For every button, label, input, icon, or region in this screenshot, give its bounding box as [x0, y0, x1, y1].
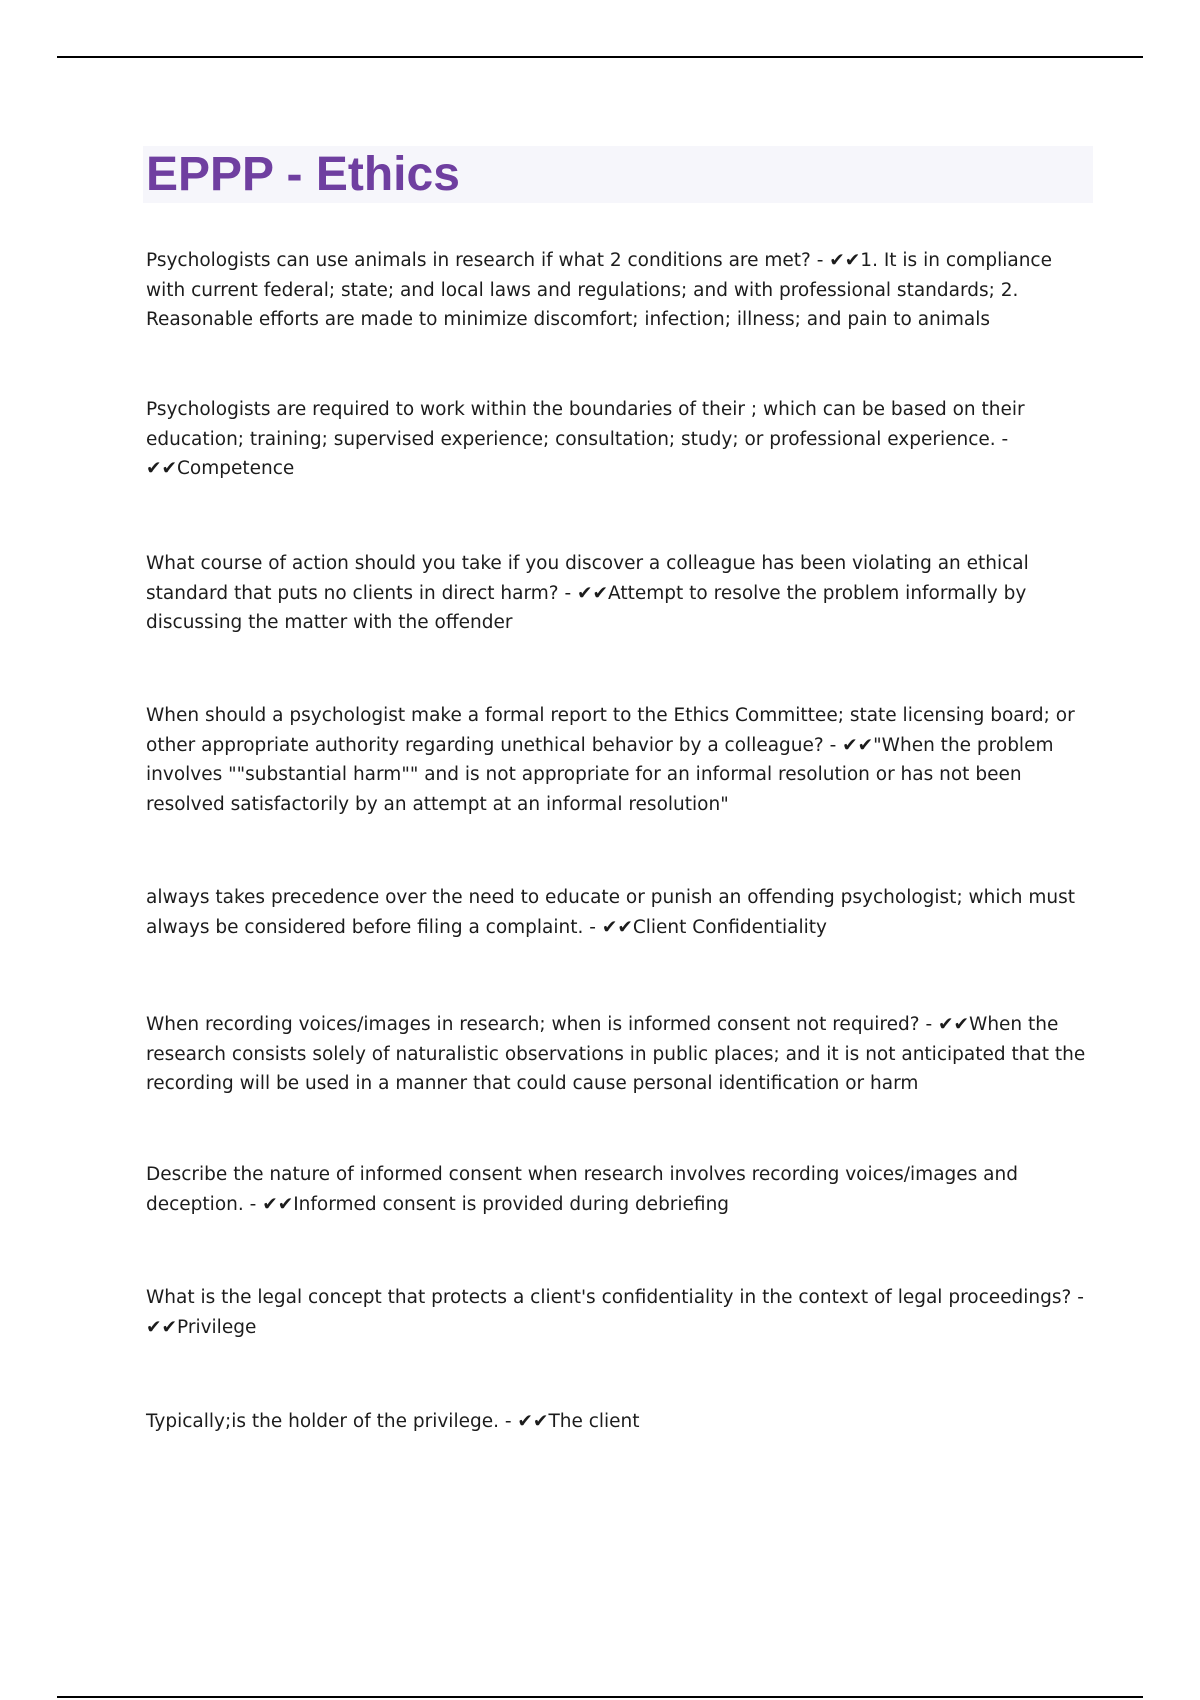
separator: - — [498, 1411, 518, 1432]
answer-text: The client — [548, 1411, 640, 1432]
separator: - — [995, 428, 1009, 450]
separator: - — [243, 1193, 263, 1215]
answer-text: Attempt to resolve the problem informally by discussing the matter with the offender — [146, 582, 1027, 633]
double-check-icon: ✔✔ — [146, 458, 178, 479]
separator: - — [583, 916, 602, 938]
double-check-icon: ✔✔ — [262, 1193, 294, 1215]
question-text: When should a psychologist make a formal report to the Ethics Committee; state licensing board; or other appropriate authority regarding unethical behavior by a colleague? — [146, 705, 1075, 756]
double-check-icon: ✔✔ — [601, 916, 633, 938]
qa-item-9 — [146, 1407, 1086, 1437]
question-text: Psychologists are required to work within the boundaries of their ; which can be based on their education; training; supervised experience; consultation; study; or professional experience. — [146, 399, 1025, 450]
qa-item-5 — [146, 883, 1086, 942]
question-text: When recording voices/images in research; when is informed consent not required? — [146, 1014, 920, 1035]
double-check-icon: ✔✔ — [829, 250, 861, 271]
double-check-icon: ✔✔ — [146, 1316, 178, 1338]
qa-item-2 — [146, 395, 1086, 484]
separator: - — [558, 582, 578, 604]
qa-item-8 — [146, 1283, 1086, 1342]
question-text: What is the legal concept that protects a client's confidentiality in the context of legal proceedings? — [146, 1287, 1072, 1308]
qa-item-6 — [146, 1010, 1086, 1099]
answer-text: "When the problem involves ""substantial harm"" and is not appropriate for an informal resolution or has not been resolved satisfactorily by an attempt at an informal resolution" — [146, 734, 1054, 815]
double-check-icon: ✔✔ — [517, 1411, 549, 1432]
question-text: Describe the nature of informed consent when research involves recording voices/images and deception. — [146, 1164, 1018, 1215]
question-text: What course of action should you take if you discover a colleague has been violating an ethical standard that puts no clients in direct harm? — [146, 553, 1029, 604]
qa-item-4 — [146, 701, 1086, 819]
qa-item-7 — [146, 1160, 1086, 1219]
answer-text: 1. It is in compliance with current federal; state; and local laws and regulations; and with professional standards; 2. Reasonable efforts are made to minimize discomfort; infection; illness; and pain to animals — [146, 250, 1052, 330]
answer-text: Competence — [177, 458, 295, 479]
question-text: Psychologists can use animals in research if what 2 conditions are met? — [146, 250, 811, 271]
question-text: always takes precedence over the need to educate or punish an offending psychologist; which must always be considered before filing a complaint. — [146, 887, 1075, 938]
separator: - — [823, 734, 843, 756]
bottom-rule — [57, 1696, 1143, 1698]
page-title: EPPP - Ethics — [146, 148, 460, 201]
double-check-icon: ✔✔ — [842, 734, 874, 756]
separator: - — [810, 250, 830, 271]
separator: - — [919, 1014, 939, 1035]
answer-text: Client Confidentiality — [632, 916, 827, 938]
top-rule — [57, 56, 1143, 58]
qa-item-1 — [146, 246, 1086, 335]
answer-text: When the research consists solely of naturalistic observations in public places; and it is not anticipated that the recording will be used in a manner that could cause personal identification or harm — [146, 1014, 1086, 1094]
question-text: Typically;is the holder of the privilege. — [146, 1411, 499, 1432]
answer-text: Privilege — [177, 1316, 257, 1338]
double-check-icon: ✔✔ — [938, 1014, 970, 1035]
separator: - — [1071, 1287, 1084, 1308]
answer-text: Informed consent is provided during debriefing — [293, 1193, 730, 1215]
double-check-icon: ✔✔ — [577, 582, 609, 604]
qa-item-3 — [146, 549, 1086, 638]
